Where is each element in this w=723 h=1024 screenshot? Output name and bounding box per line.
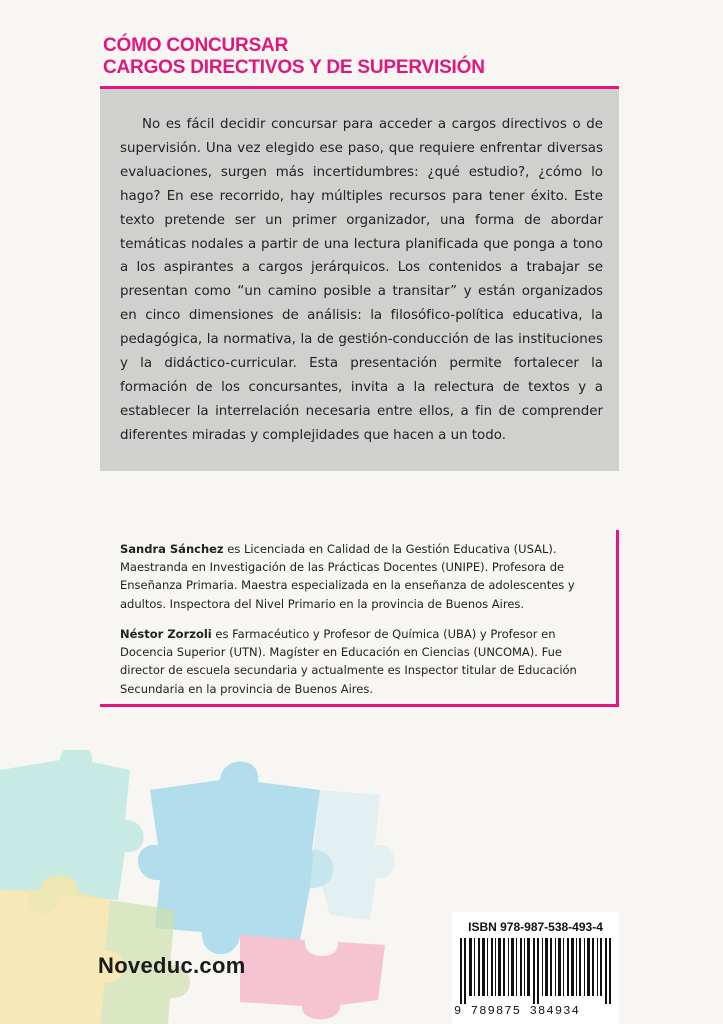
author-bio-1 xyxy=(120,540,608,613)
author-bio-text-1: es Licenciada en Calidad de la Gestión Educativa (USAL). Maestranda en Investigación de las Prácticas Docentes (UNIPE). Profesora de Enseñanza Primaria. Maestra especializada en la enseñanza de adolescentes y adultos. Inspectora del Nivel Primario en la provincia de Buenos Aires. xyxy=(120,542,575,611)
isbn-label: ISBN 978-987-538-493-4 xyxy=(468,920,603,934)
author-name-2: Néstor Zorzoli xyxy=(120,627,212,641)
blurb-panel xyxy=(100,89,619,471)
book-title xyxy=(103,35,485,79)
isbn-digits: 9 789875 384934 xyxy=(454,1004,581,1018)
title-line-1: CÓMO CONCURSAR xyxy=(103,35,289,56)
author-bio-text-2: es Farmacéutico y Profesor de Química (UBA) y Profesor en Docencia Superior (UTN). Magíster en Educación en Ciencias (UNCOMA). Fue director de escuela secundaria y actualmente es Inspector titular de Educación Secundaria en la provincia de Buenos Aires. xyxy=(120,627,577,696)
puzzle-pieces-illustration xyxy=(0,750,440,1024)
blurb-text: No es fácil decidir concursar para acceder a cargos directivos o de supervisión. Una vez elegido ese paso, que requiere enfrentar diversas evaluaciones, surgen más incertidumbres: ¿qué estudio?, ¿cómo lo hago? En ese recorrido, hay múltiples recursos para tener éxito. Este texto pretende ser un primer organizador, una forma de abordar temáticas nodales a partir de una lectura planificada que ponga a tono a los aspirantes a cargos jerárquicos. Los contenidos a trabajar se presentan como “un camino posible a transitar” y están organizados en cinco dimensiones de análisis: la filosófico-política educativa, la pedagógica, la normativa, la de gestión-conducción de las instituciones y la didáctico-curricular. Esta presentación permite fortalecer la formación de los concursantes, invita a la relectura de textos y a establecer la interrelación necesaria entre ellos, a fin de comprender diferentes miradas y complejidades que hacen a un todo. xyxy=(120,117,603,443)
author-name-1: Sandra Sánchez xyxy=(120,542,224,556)
authors-panel xyxy=(100,530,619,707)
title-line-2: CARGOS DIRECTIVOS Y DE SUPERVISIÓN xyxy=(103,57,485,78)
author-bio-2 xyxy=(120,625,608,698)
publisher-logo: Noveduc.com xyxy=(98,953,246,978)
barcode-graphic xyxy=(460,938,611,1004)
isbn-barcode-panel xyxy=(452,912,619,1024)
